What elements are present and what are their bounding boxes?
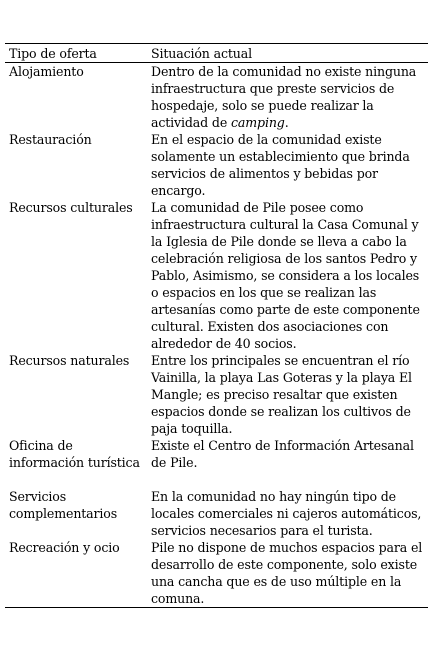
- offer-description-cell: [147, 63, 428, 132]
- offer-description-cell: Entre los principales se encuentran el río Vainilla, la playa Las Goteras y la playa El Mangle; es preciso resaltar que existen espacios donde se realizan los cultivos de paja toquilla.: [151, 353, 412, 436]
- offer-type-cell: Restauración: [9, 132, 92, 147]
- table-header-row: [5, 44, 428, 63]
- description-text-end: .: [284, 115, 289, 130]
- table-row: [5, 539, 428, 608]
- offer-description-cell: En el espacio de la comunidad existe solamente un establecimiento que brinda servicios de alimentos y bebidas por encargo.: [151, 132, 410, 198]
- table-row: [5, 63, 428, 132]
- description-emphasis: camping: [231, 115, 285, 130]
- offer-type-cell: Recursos naturales: [9, 353, 130, 368]
- table-row: [5, 488, 428, 539]
- offer-description-cell: Pile no dispone de muchos espacios para el desarrollo de este componente, solo existe una cancha que es de uso múltiple en la comuna.: [151, 540, 423, 606]
- table-row: [5, 199, 428, 352]
- description-text: Dentro de la comunidad no existe ninguna infraestructura que preste servicios de hospedaje, solo se puede realizar la actividad de: [151, 64, 417, 130]
- table-row: [5, 352, 428, 437]
- header-situacion-actual: Situación actual: [151, 46, 252, 61]
- offer-type-cell: Alojamiento: [9, 64, 84, 79]
- offer-type-cell: Oficina de información turística: [9, 438, 140, 470]
- table-row: [5, 131, 428, 199]
- offer-description-cell: En la comunidad no hay ningún tipo de locales comerciales ni cajeros automáticos, servicios necesarios para el turista.: [151, 489, 422, 538]
- tourism-offer-table: [5, 43, 428, 608]
- offer-type-cell: Recursos culturales: [9, 200, 133, 215]
- offer-type-cell: Recreación y ocio: [9, 540, 120, 555]
- offer-description-cell: Existe el Centro de Información Artesanal de Pile.: [151, 438, 414, 470]
- table-row: [5, 437, 428, 488]
- header-tipo-de-oferta: Tipo de oferta: [9, 46, 97, 61]
- offer-type-cell: Servicios complementarios: [9, 489, 118, 521]
- offer-description-cell: La comunidad de Pile posee como infraestructura cultural la Casa Comunal y la Iglesia de Pile donde se lleva a cabo la celebración religiosa de los santos Pedro y Pablo, Asimismo, se considera a los locales o espacios en los que se realizan las artesanías como parte de este componente cultural. Existen dos asociaciones con alrededor de 40 socios.: [151, 200, 420, 351]
